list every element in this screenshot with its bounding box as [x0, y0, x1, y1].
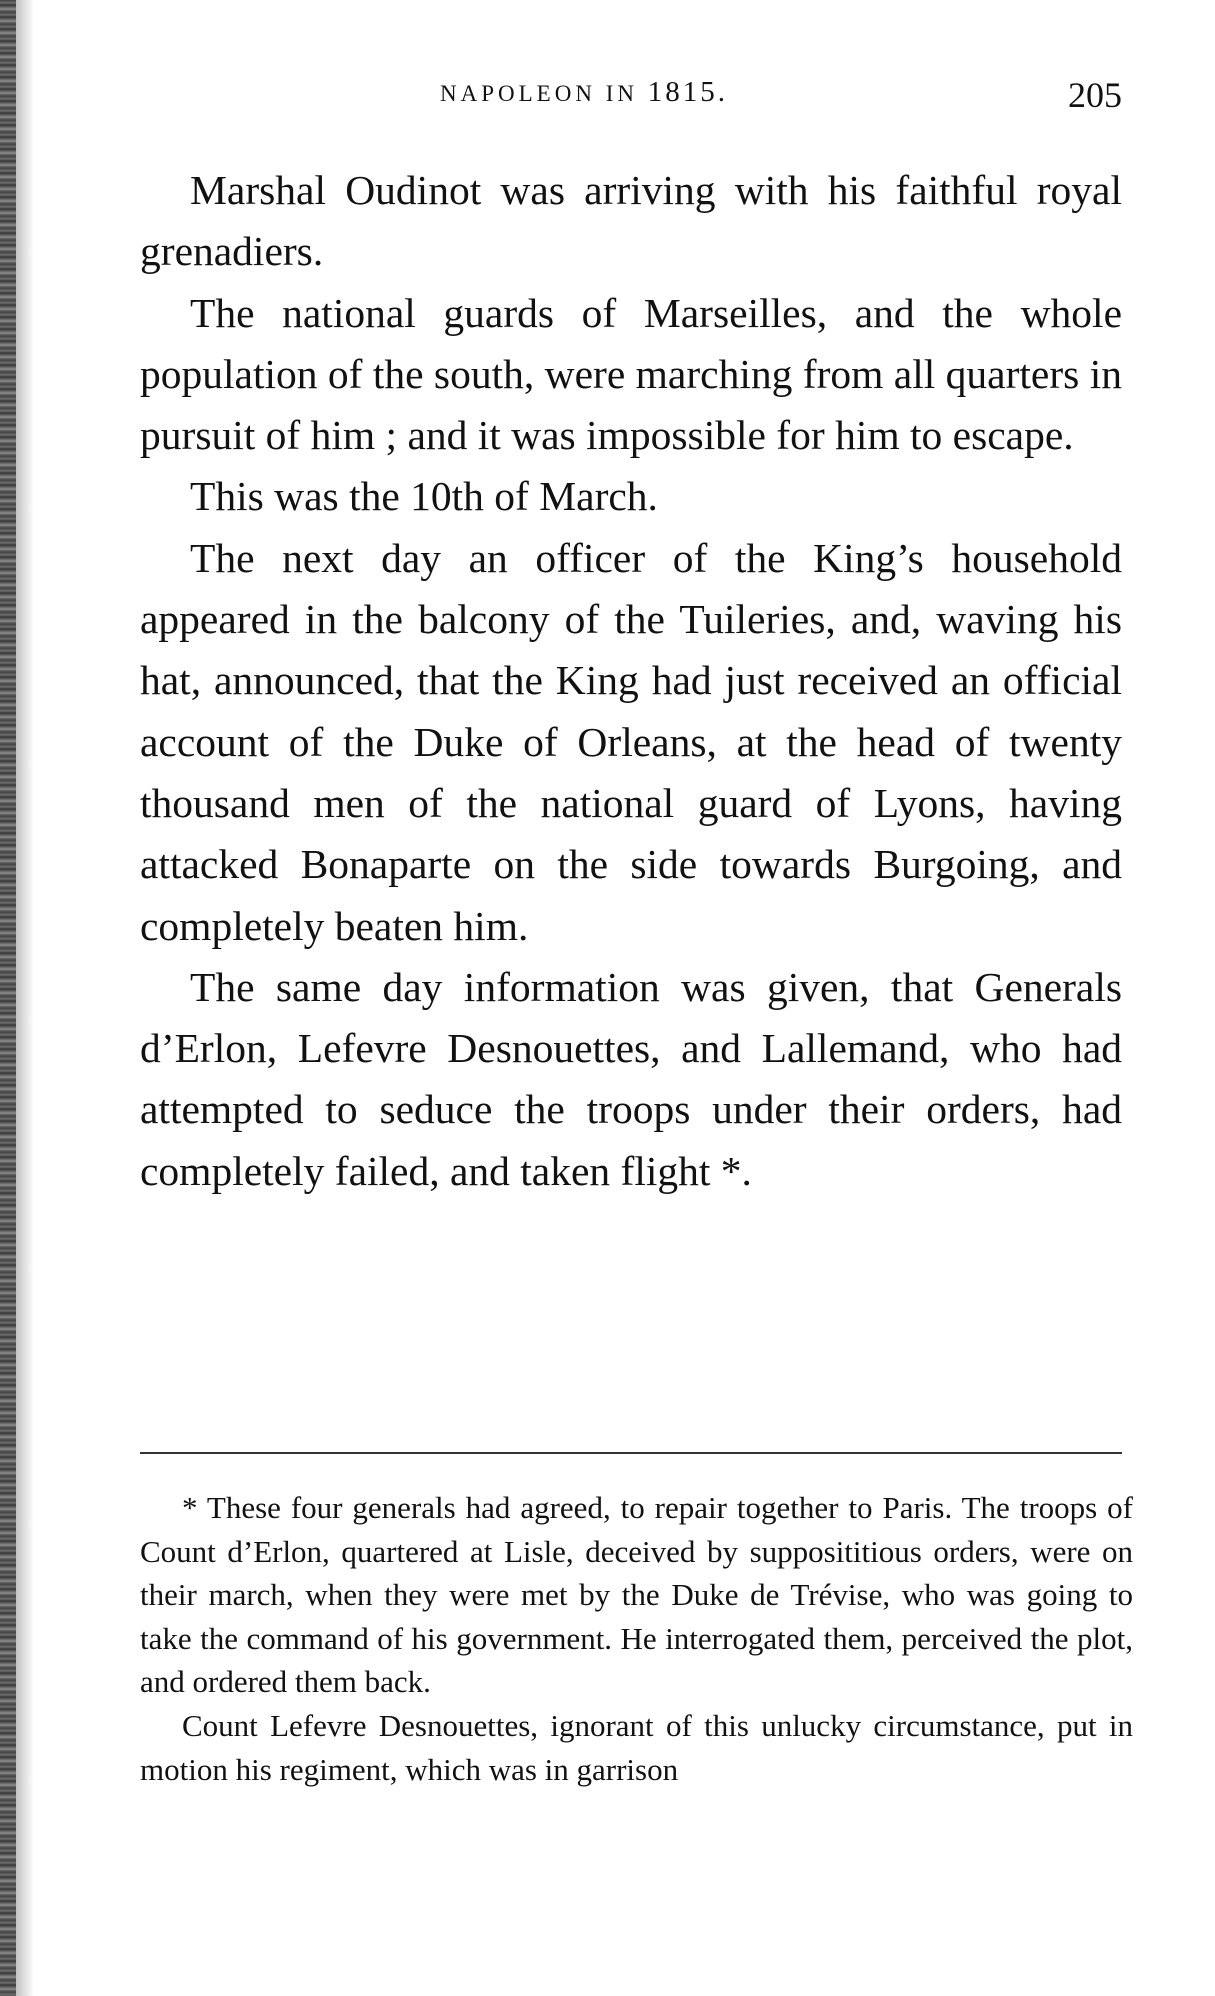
footnotes — [140, 1486, 1133, 1791]
paragraph: This was the 10th of March. — [190, 473, 658, 520]
paragraph: Marshal Oudinot was arriving with his faithful royal grenadiers. — [140, 167, 1122, 275]
book-binding-edge — [0, 0, 16, 1996]
binding-shadow — [16, 0, 34, 1996]
page-header — [140, 76, 1122, 116]
body-text — [140, 160, 1122, 1202]
paragraph: The same day information was given, that Generals d’Erlon, Lefevre Desnouettes, and Lallemand, who had attempted to seduce the troops under their orders, had completely failed, and taken flight *. — [140, 963, 1122, 1194]
page-number: 205 — [1068, 75, 1122, 115]
paragraph: The next day an officer of the King’s household appeared in the balcony of the Tuileries, and, waving his hat, announced, that the King had just received an official account of the Duke of Orleans, at the head of twenty thousand men of the national guard of Lyons, having attacked Bonaparte on the side towards Burgoing, and completely beaten him. — [140, 534, 1122, 949]
footnote: * These four generals had agreed, to repair together to Paris. The troops of Count d’Erlon, quartered at Lisle, deceived by supposititious orders, were on their march, when they were met by the Duke de Trévise, who was going to take the command of his government. He interrogated them, perceived the plot, and ordered them back. — [140, 1490, 1133, 1700]
paragraph: The national guards of Marseilles, and the whole population of the south, were marching from all quarters in pursuit of him ; and it was impossible for him to escape. — [140, 289, 1122, 459]
running-title: NAPOLEON IN 1815. — [440, 76, 728, 108]
footnote-continuation: Count Lefevre Desnouettes, ignorant of this unlucky circumstance, put in motion his regiment, which was in garrison — [140, 1707, 1133, 1787]
footnote-divider — [140, 1452, 1122, 1454]
